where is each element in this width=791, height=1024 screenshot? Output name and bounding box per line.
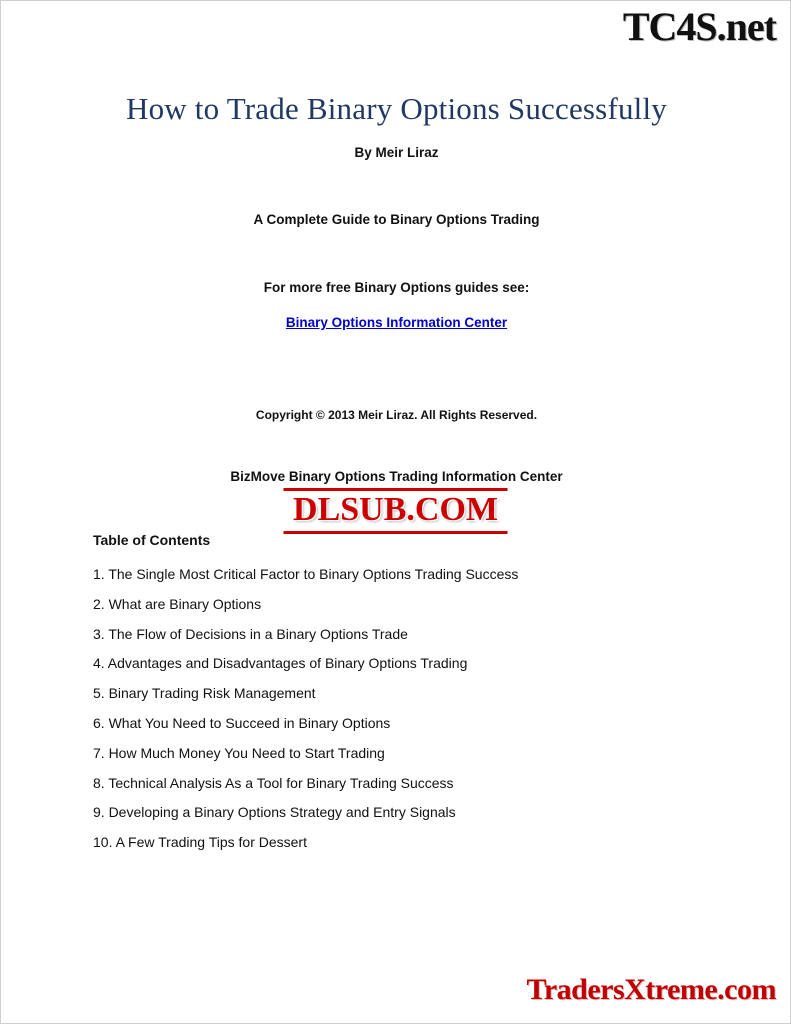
list-item: 1. The Single Most Critical Factor to Binary Options Trading Success [93,565,519,582]
binary-options-information-center-link[interactable]: Binary Options Information Center [285,314,508,330]
document-content [1,1,791,864]
list-item: 5. Binary Trading Risk Management [93,685,316,702]
document-subtitle: A Complete Guide to Binary Options Trading [253,211,540,227]
list-item: 9. Developing a Binary Options Strategy and Entry Signals [93,804,456,821]
list-item: 6. What You Need to Succeed in Binary Options [93,714,391,731]
page-title: How to Trade Binary Options Successfully [125,91,667,126]
watermark-bottom-right: TradersXtreme.com [526,973,776,1006]
more-guides-text: For more free Binary Options guides see: [263,279,530,295]
watermark-center-stamp [283,488,508,534]
watermark-center-stamp-text: DLSUB.COM [283,488,508,534]
list-item: 3. The Flow of Decisions in a Binary Options Trade [93,625,408,642]
info-center-link-container [1,314,791,332]
list-item: 7. How Much Money You Need to Start Trading [93,744,385,761]
table-of-contents-heading: Table of Contents [93,531,211,548]
list-item: 4. Advantages and Disadvantages of Binary Options Trading [93,655,468,672]
publisher-name: BizMove Binary Options Trading Information Center [230,468,563,484]
list-item: 10. A Few Trading Tips for Dessert [93,834,307,851]
list-item: 2. What are Binary Options [93,595,262,612]
list-item: 8. Technical Analysis As a Tool for Binary Trading Success [93,774,454,791]
table-of-contents [93,532,713,851]
watermark-top-right: TC4S.net [622,4,776,49]
author-byline: By Meir Liraz [354,144,439,160]
copyright-notice: Copyright © 2013 Meir Liraz. All Rights Reserved. [255,407,538,422]
